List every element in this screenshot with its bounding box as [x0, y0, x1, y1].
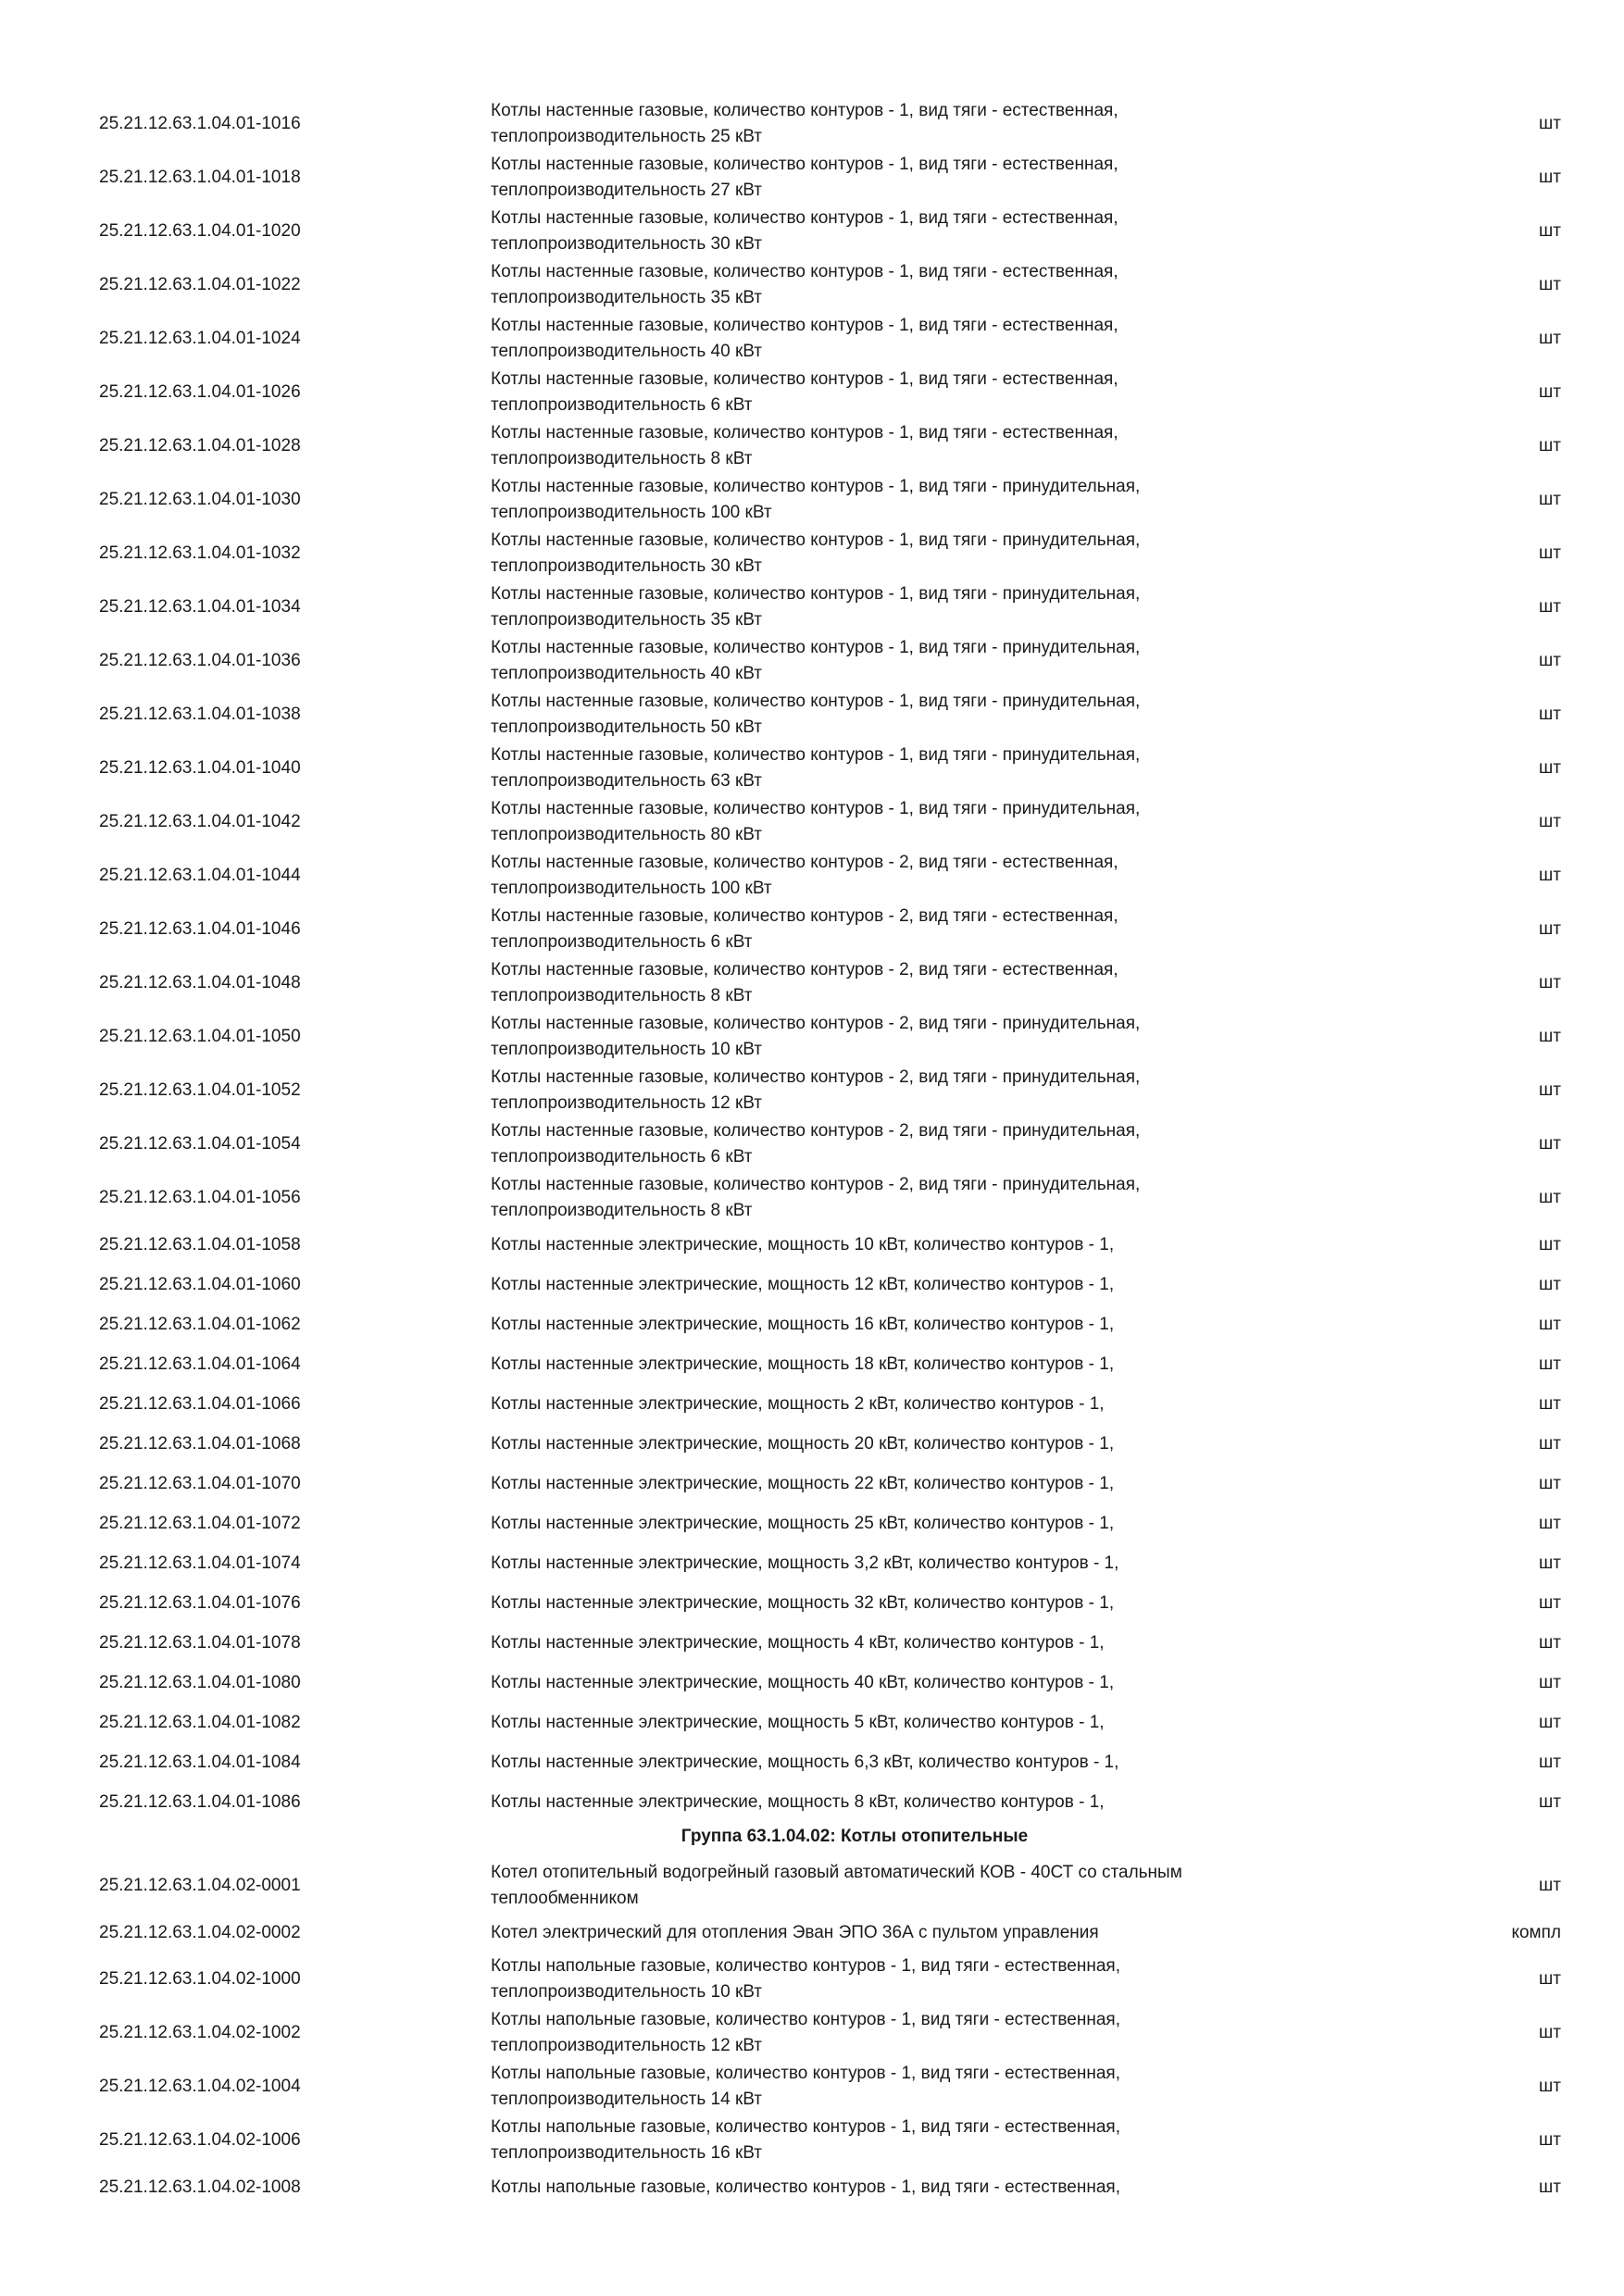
- resource-row: [0, 1344, 1624, 1384]
- resource-name-line: Котлы настенные электрические, мощность 6,3 кВт, количество контуров - 1,: [491, 1753, 1119, 1772]
- resource-name-line: Котлы напольные газовые, количество контуров - 1, вид тяги - естественная,: [491, 2010, 1120, 2029]
- resource-row: [0, 1384, 1624, 1424]
- resource-name-line: теплопроизводительность 35 кВт: [491, 610, 763, 630]
- resource-row: [0, 473, 1624, 527]
- resource-name-line: Котлы настенные газовые, количество контуров - 2, вид тяги - естественная,: [491, 906, 1118, 926]
- resource-name: [491, 528, 1324, 580]
- resource-row: [0, 1583, 1624, 1623]
- resource-row: [0, 1859, 1624, 1913]
- resource-unit: шт: [1539, 1554, 1561, 1573]
- resource-name-line: Котлы настенные электрические, мощность 22 кВт, количество контуров - 1,: [491, 1474, 1115, 1493]
- resource-name: [491, 1272, 1324, 1298]
- resource-name-line: Котлы напольные газовые, количество контуров - 1, вид тяги - естественная,: [491, 2117, 1120, 2137]
- resource-name: [491, 796, 1324, 848]
- resource-name: [491, 1860, 1324, 1912]
- resource-unit: шт: [1539, 1235, 1561, 1254]
- resource-name: [491, 1920, 1324, 1946]
- resource-row: [0, 1953, 1624, 2006]
- resource-row: [0, 419, 1624, 473]
- resource-code: 25.21.12.63.1.04.01-1080: [99, 1673, 301, 1692]
- resource-name: [491, 1750, 1324, 1776]
- resource-unit: шт: [1539, 1969, 1561, 1989]
- resource-code: 25.21.12.63.1.04.01-1026: [99, 382, 301, 402]
- resource-unit: шт: [1539, 758, 1561, 778]
- resource-row: [0, 903, 1624, 956]
- resource-row: [0, 956, 1624, 1010]
- resource-unit: шт: [1539, 597, 1561, 617]
- resource-name-line: Котлы настенные газовые, количество контуров - 1, вид тяги - естественная,: [491, 369, 1118, 389]
- resource-name-line: Котлы настенные газовые, количество контуров - 1, вид тяги - естественная,: [491, 208, 1118, 228]
- resource-name: [491, 2175, 1324, 2201]
- resource-code: 25.21.12.63.1.04.01-1046: [99, 919, 301, 939]
- resource-unit: шт: [1539, 1315, 1561, 1334]
- resource-name-line: Котлы настенные газовые, количество контуров - 1, вид тяги - принудительная,: [491, 584, 1141, 604]
- resource-unit: шт: [1539, 1434, 1561, 1454]
- resource-unit: шт: [1539, 543, 1561, 563]
- resource-name-line: теплопроизводительность 16 кВт: [491, 2143, 763, 2163]
- resource-unit: шт: [1539, 1792, 1561, 1812]
- resource-code: 25.21.12.63.1.04.02-1008: [99, 2177, 301, 2197]
- resource-name-line: Котел электрический для отопления Эван ЭПО 36А с пультом управления: [491, 1923, 1099, 1942]
- resource-row: [0, 849, 1624, 903]
- resource-unit: шт: [1539, 705, 1561, 724]
- resource-unit: шт: [1539, 1753, 1561, 1772]
- resource-name: [491, 581, 1324, 633]
- resource-name-line: Котлы настенные газовые, количество контуров - 1, вид тяги - естественная,: [491, 316, 1118, 335]
- resource-unit: шт: [1539, 2077, 1561, 2096]
- resource-name-line: Котлы настенные электрические, мощность 2 кВт, количество контуров - 1,: [491, 1394, 1105, 1414]
- resource-name: [491, 742, 1324, 794]
- resource-code: 25.21.12.63.1.04.02-0002: [99, 1923, 301, 1942]
- resource-code: 25.21.12.63.1.04.01-1076: [99, 1593, 301, 1613]
- resource-name: [491, 1312, 1324, 1338]
- resource-unit: шт: [1539, 1188, 1561, 1207]
- resource-code: 25.21.12.63.1.04.01-1030: [99, 490, 301, 509]
- resource-unit: шт: [1539, 1354, 1561, 1374]
- resource-name: [491, 1710, 1324, 1736]
- resource-name: [491, 1065, 1324, 1117]
- resource-code: 25.21.12.63.1.04.01-1074: [99, 1554, 301, 1573]
- resource-name-line: теплопроизводительность 10 кВт: [491, 1982, 763, 2002]
- resource-name: [491, 1471, 1324, 1497]
- resource-unit: шт: [1539, 866, 1561, 885]
- resource-unit: шт: [1539, 275, 1561, 294]
- resource-name-line: теплопроизводительность 12 кВт: [491, 1093, 763, 1113]
- resource-name-line: Котел отопительный водогрейный газовый автоматический КОВ - 40СТ со стальным: [491, 1863, 1182, 1882]
- resource-row: [0, 1064, 1624, 1117]
- resource-unit: шт: [1539, 1713, 1561, 1732]
- resource-code: 25.21.12.63.1.04.02-1004: [99, 2077, 301, 2096]
- resource-row: [0, 258, 1624, 312]
- resource-code: 25.21.12.63.1.04.01-1044: [99, 866, 301, 885]
- resource-name-line: Котлы настенные электрические, мощность 5 кВт, количество контуров - 1,: [491, 1713, 1105, 1732]
- resource-code: 25.21.12.63.1.04.01-1028: [99, 436, 301, 455]
- resource-unit: шт: [1539, 1876, 1561, 1895]
- resource-code: 25.21.12.63.1.04.01-1086: [99, 1792, 301, 1812]
- resource-code: 25.21.12.63.1.04.01-1082: [99, 1713, 301, 1732]
- resource-unit: шт: [1539, 2023, 1561, 2042]
- resource-name: [491, 1551, 1324, 1577]
- resource-unit: шт: [1539, 436, 1561, 455]
- resource-code: 25.21.12.63.1.04.01-1020: [99, 221, 301, 241]
- resource-name-line: Котлы настенные электрические, мощность 10 кВт, количество контуров - 1,: [491, 1235, 1115, 1254]
- resource-name-line: теплопроизводительность 8 кВт: [491, 986, 753, 1005]
- resource-name-line: теплопроизводительность 35 кВт: [491, 288, 763, 307]
- resource-code: 25.21.12.63.1.04.01-1064: [99, 1354, 301, 1374]
- resource-name-line: Котлы настенные электрические, мощность 25 кВт, количество контуров - 1,: [491, 1514, 1115, 1533]
- resource-name-line: теплопроизводительность 6 кВт: [491, 1147, 753, 1167]
- resource-unit: шт: [1539, 114, 1561, 133]
- resource-name-line: Котлы настенные газовые, количество контуров - 1, вид тяги - принудительная,: [491, 477, 1141, 496]
- resource-name: [491, 152, 1324, 204]
- resource-unit: шт: [1539, 2177, 1561, 2197]
- resource-name: [491, 2115, 1324, 2166]
- resource-name-line: Котлы настенные электрические, мощность 20 кВт, количество контуров - 1,: [491, 1434, 1115, 1454]
- resource-unit: шт: [1539, 382, 1561, 402]
- resource-row: [0, 1225, 1624, 1265]
- resource-row: [0, 1117, 1624, 1171]
- resource-name: [491, 1431, 1324, 1457]
- resource-code: 25.21.12.63.1.04.01-1036: [99, 651, 301, 670]
- resource-name: [491, 1011, 1324, 1063]
- resource-code: 25.21.12.63.1.04.01-1078: [99, 1633, 301, 1653]
- resource-code: 25.21.12.63.1.04.02-1002: [99, 2023, 301, 2042]
- resource-code: 25.21.12.63.1.04.01-1040: [99, 758, 301, 778]
- resource-unit: шт: [1539, 1394, 1561, 1414]
- resource-name-line: Котлы настенные электрические, мощность 16 кВт, количество контуров - 1,: [491, 1315, 1115, 1334]
- resource-name-line: теплопроизводительность 6 кВт: [491, 395, 753, 415]
- resource-name-line: Котлы настенные электрические, мощность 40 кВт, количество контуров - 1,: [491, 1673, 1115, 1692]
- resource-name-line: теплопроизводительность 100 кВт: [491, 879, 772, 898]
- resource-name: [491, 1118, 1324, 1170]
- resource-name-line: Котлы настенные электрические, мощность 32 кВт, количество контуров - 1,: [491, 1593, 1115, 1613]
- resource-name-line: теплопроизводительность 30 кВт: [491, 234, 763, 254]
- resource-row: [0, 634, 1624, 688]
- resource-row: [0, 97, 1624, 151]
- resource-code: 25.21.12.63.1.04.01-1018: [99, 168, 301, 187]
- resource-name: [491, 1953, 1324, 2005]
- resource-name-line: теплопроизводительность 80 кВт: [491, 825, 763, 844]
- resource-name-line: Котлы настенные электрические, мощность 8 кВт, количество контуров - 1,: [491, 1792, 1105, 1812]
- resource-row: [0, 2006, 1624, 2060]
- resource-name-line: теплопроизводительность 25 кВт: [491, 127, 763, 146]
- resource-name-line: теплопроизводительность 10 кВт: [491, 1040, 763, 1059]
- resource-code: 25.21.12.63.1.04.01-1056: [99, 1188, 301, 1207]
- resource-row: [0, 1913, 1624, 1953]
- resource-name-line: Котлы настенные газовые, количество контуров - 1, вид тяги - принудительная,: [491, 799, 1141, 818]
- resource-name-line: теплопроизводительность 6 кВт: [491, 932, 753, 952]
- resource-name-line: теплопроизводительность 12 кВт: [491, 2036, 763, 2055]
- resource-name: [491, 474, 1324, 526]
- resource-unit: шт: [1539, 1027, 1561, 1046]
- resource-unit: компл: [1511, 1923, 1561, 1942]
- resource-unit: шт: [1539, 1514, 1561, 1533]
- resource-code: 25.21.12.63.1.04.01-1042: [99, 812, 301, 831]
- resource-code: 25.21.12.63.1.04.01-1058: [99, 1235, 301, 1254]
- resource-unit: шт: [1539, 1275, 1561, 1294]
- resource-name: [491, 1591, 1324, 1616]
- resource-code: 25.21.12.63.1.04.01-1054: [99, 1134, 301, 1154]
- resource-row: [0, 1424, 1624, 1464]
- resource-name: [491, 1391, 1324, 1417]
- resource-name: [491, 206, 1324, 257]
- resource-name: [491, 689, 1324, 741]
- resource-row: [0, 1703, 1624, 1742]
- resource-name: [491, 98, 1324, 150]
- resource-name-line: Котлы напольные газовые, количество контуров - 1, вид тяги - естественная,: [491, 1956, 1120, 1976]
- resource-name: [491, 635, 1324, 687]
- resource-name-line: Котлы настенные электрические, мощность 12 кВт, количество контуров - 1,: [491, 1275, 1115, 1294]
- resource-row: [0, 151, 1624, 205]
- resource-row: [0, 2167, 1624, 2207]
- resource-code: 25.21.12.63.1.04.02-1006: [99, 2130, 301, 2150]
- resource-name-line: Котлы настенные газовые, количество контуров - 2, вид тяги - принудительная,: [491, 1121, 1141, 1141]
- resource-code: 25.21.12.63.1.04.01-1048: [99, 973, 301, 992]
- resource-name-line: теплопроизводительность 40 кВт: [491, 664, 763, 683]
- resource-name: [491, 313, 1324, 365]
- resource-row: [0, 1742, 1624, 1782]
- resource-name: [491, 850, 1324, 902]
- resource-name: [491, 420, 1324, 472]
- resource-unit: шт: [1539, 329, 1561, 348]
- resource-name-line: Котлы настенные газовые, количество контуров - 1, вид тяги - естественная,: [491, 262, 1118, 281]
- resource-name: [491, 1790, 1324, 1816]
- resource-name: [491, 1630, 1324, 1656]
- resource-name-line: Котлы настенные электрические, мощность 4 кВт, количество контуров - 1,: [491, 1633, 1105, 1653]
- resource-name-line: теплопроизводительность 100 кВт: [491, 503, 772, 522]
- resource-code: 25.21.12.63.1.04.01-1066: [99, 1394, 301, 1414]
- resource-row: [0, 1543, 1624, 1583]
- resource-name: [491, 1511, 1324, 1537]
- resource-name-line: теплопроизводительность 8 кВт: [491, 1201, 753, 1220]
- resource-row: [0, 2114, 1624, 2167]
- resource-row: [0, 795, 1624, 849]
- resource-unit: шт: [1539, 1134, 1561, 1154]
- resource-name-line: теплопроизводительность 40 кВт: [491, 342, 763, 361]
- resource-unit: шт: [1539, 490, 1561, 509]
- resource-name: [491, 367, 1324, 418]
- resource-name: [491, 1172, 1324, 1224]
- resource-code: 25.21.12.63.1.04.01-1070: [99, 1474, 301, 1493]
- resource-name-line: Котлы настенные газовые, количество контуров - 2, вид тяги - естественная,: [491, 960, 1118, 980]
- resource-row: [0, 1010, 1624, 1064]
- resource-name-line: теплопроизводительность 8 кВт: [491, 449, 753, 468]
- resource-name: [491, 904, 1324, 955]
- resource-name-line: Котлы настенные газовые, количество контуров - 1, вид тяги - естественная,: [491, 101, 1118, 120]
- resource-code: 25.21.12.63.1.04.01-1016: [99, 114, 301, 133]
- resource-unit: шт: [1539, 1474, 1561, 1493]
- resource-row: [0, 688, 1624, 742]
- resource-unit: шт: [1539, 1673, 1561, 1692]
- resource-code: 25.21.12.63.1.04.01-1060: [99, 1275, 301, 1294]
- resource-unit: шт: [1539, 2130, 1561, 2150]
- resource-row: [0, 580, 1624, 634]
- resource-unit: шт: [1539, 168, 1561, 187]
- resource-name: [491, 2061, 1324, 2113]
- resource-code: 25.21.12.63.1.04.01-1062: [99, 1315, 301, 1334]
- resource-code: 25.21.12.63.1.04.02-1000: [99, 1969, 301, 1989]
- resource-row: [0, 312, 1624, 366]
- resource-name: [491, 957, 1324, 1009]
- resource-name-line: Котлы напольные газовые, количество контуров - 1, вид тяги - естественная,: [491, 2177, 1120, 2197]
- resource-code: 25.21.12.63.1.04.01-1034: [99, 597, 301, 617]
- resource-unit: шт: [1539, 1080, 1561, 1100]
- resource-name-line: Котлы настенные газовые, количество контуров - 2, вид тяги - принудительная,: [491, 1175, 1141, 1194]
- resource-name-line: Котлы настенные газовые, количество контуров - 2, вид тяги - принудительная,: [491, 1014, 1141, 1033]
- resource-name-line: Котлы напольные газовые, количество контуров - 1, вид тяги - естественная,: [491, 2064, 1120, 2083]
- resource-code: 25.21.12.63.1.04.01-1072: [99, 1514, 301, 1533]
- resource-name-line: теплопроизводительность 30 кВт: [491, 556, 763, 576]
- resource-name-line: Котлы настенные газовые, количество контуров - 1, вид тяги - естественная,: [491, 155, 1118, 174]
- resource-unit: шт: [1539, 919, 1561, 939]
- resource-row: [0, 1464, 1624, 1504]
- resource-name-line: теплопроизводительность 63 кВт: [491, 771, 763, 791]
- resource-name-line: теплопроизводительность 27 кВт: [491, 181, 763, 200]
- resource-code: 25.21.12.63.1.04.01-1038: [99, 705, 301, 724]
- resource-name-line: Котлы настенные газовые, количество контуров - 1, вид тяги - принудительная,: [491, 692, 1141, 711]
- resource-code: 25.21.12.63.1.04.01-1052: [99, 1080, 301, 1100]
- resource-name: [491, 1352, 1324, 1378]
- resource-row: [0, 1504, 1624, 1543]
- resource-name-line: Котлы настенные газовые, количество контуров - 1, вид тяги - принудительная,: [491, 638, 1141, 657]
- resource-row: [0, 742, 1624, 795]
- resource-code: 25.21.12.63.1.04.02-0001: [99, 1876, 301, 1895]
- resource-row: [0, 1623, 1624, 1663]
- resource-row: [0, 205, 1624, 258]
- resource-name-line: Котлы настенные электрические, мощность 3,2 кВт, количество контуров - 1,: [491, 1554, 1119, 1573]
- resource-code: 25.21.12.63.1.04.01-1068: [99, 1434, 301, 1454]
- resource-name-line: Котлы настенные электрические, мощность 18 кВт, количество контуров - 1,: [491, 1354, 1115, 1374]
- resource-row: [0, 527, 1624, 580]
- resource-row: [0, 366, 1624, 419]
- resource-unit: шт: [1539, 221, 1561, 241]
- resource-row: [0, 1304, 1624, 1344]
- resource-unit: шт: [1539, 812, 1561, 831]
- resource-name-line: Котлы настенные газовые, количество контуров - 1, вид тяги - принудительная,: [491, 530, 1141, 550]
- group-heading: Группа 63.1.04.02: Котлы отопительные: [681, 1827, 1029, 1846]
- resource-name-line: теплопроизводительность 50 кВт: [491, 718, 763, 737]
- resource-unit: шт: [1539, 1633, 1561, 1653]
- resource-row: [0, 1782, 1624, 1822]
- resource-name: [491, 2007, 1324, 2059]
- resource-unit: шт: [1539, 973, 1561, 992]
- resource-code: 25.21.12.63.1.04.01-1050: [99, 1027, 301, 1046]
- resource-row: [0, 2060, 1624, 2114]
- resource-code: 25.21.12.63.1.04.01-1024: [99, 329, 301, 348]
- resource-name-line: Котлы настенные газовые, количество контуров - 1, вид тяги - естественная,: [491, 423, 1118, 443]
- resource-code: 25.21.12.63.1.04.01-1032: [99, 543, 301, 563]
- resource-unit: шт: [1539, 1593, 1561, 1613]
- resource-name-line: Котлы настенные газовые, количество контуров - 1, вид тяги - принудительная,: [491, 745, 1141, 765]
- resource-row: [0, 1265, 1624, 1304]
- resource-row: [0, 1171, 1624, 1225]
- resource-name-line: Котлы настенные газовые, количество контуров - 2, вид тяги - естественная,: [491, 853, 1118, 872]
- resource-code: 25.21.12.63.1.04.01-1022: [99, 275, 301, 294]
- resource-unit: шт: [1539, 651, 1561, 670]
- resource-name-line: Котлы настенные газовые, количество контуров - 2, вид тяги - принудительная,: [491, 1067, 1141, 1087]
- resource-name: [491, 1670, 1324, 1696]
- resource-name: [491, 259, 1324, 311]
- resource-name-line: теплообменником: [491, 1889, 639, 1908]
- resource-code: 25.21.12.63.1.04.01-1084: [99, 1753, 301, 1772]
- resource-name-line: теплопроизводительность 14 кВт: [491, 2090, 763, 2109]
- resource-row: [0, 1663, 1624, 1703]
- resource-name: [491, 1232, 1324, 1258]
